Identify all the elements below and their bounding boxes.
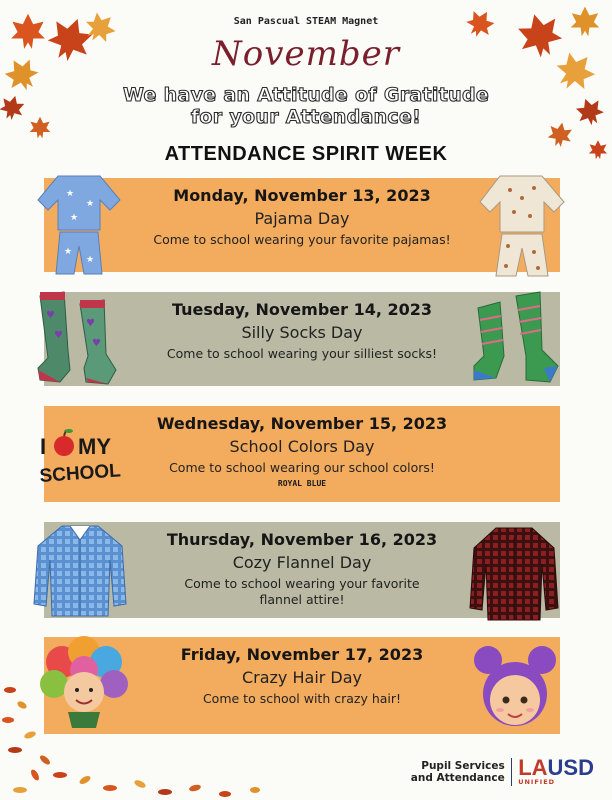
apple-icon: [54, 429, 74, 456]
day-theme: Crazy Hair Day: [241, 668, 363, 687]
day-description-line-1: Come to school wearing your favorite: [184, 576, 420, 591]
logo-la: LA: [518, 755, 548, 780]
logo-usd: USD: [547, 755, 594, 780]
blue-flannel-shirt-icon: [30, 520, 130, 620]
day-description: Come to school with crazy hair!: [202, 691, 402, 706]
lausd-footer-logo: [410, 755, 594, 786]
page-title: ATTENDANCE SPIRIT WEEK: [164, 143, 448, 165]
dept-line-2: and Attendance: [410, 772, 505, 784]
day-theme: Silly Socks Day: [241, 323, 363, 342]
striped-socks-icon: [470, 286, 566, 388]
dept-line-1: Pupil Services: [421, 760, 505, 772]
day-theme: School Colors Day: [229, 437, 375, 456]
red-flannel-shirt-icon: [466, 524, 562, 624]
svg-text:★: ★: [64, 247, 73, 257]
school-color-note: ROYAL BLUE: [277, 479, 327, 488]
slogan-line-1: We have an Attitude of Gratitude: [122, 84, 490, 106]
svg-text:★: ★: [66, 189, 75, 199]
rainbow-clown-wig-icon: [40, 632, 130, 732]
polka-dot-pajamas-icon: [476, 172, 568, 280]
school-name: San Pascual STEAM Magnet: [233, 16, 379, 27]
sign-letter-i: I: [40, 434, 47, 459]
girl-purple-hair-icon: [468, 638, 562, 738]
day-theme: Cozy Flannel Day: [232, 553, 372, 572]
lausd-logo: [518, 755, 594, 786]
logo-divider: [511, 758, 513, 786]
heart-socks-icon: [30, 288, 126, 388]
svg-text:♥: ♥: [86, 318, 95, 329]
i-love-my-school-sign: [36, 418, 136, 498]
day-description: Come to school wearing our school colors!: [169, 460, 435, 475]
maple-leaf-icon: [0, 5, 607, 159]
day-theme: Pajama Day: [254, 209, 350, 228]
svg-text:★: ★: [86, 255, 95, 265]
day-date: Wednesday, November 15, 2023: [156, 414, 448, 433]
svg-text:♥: ♥: [46, 310, 55, 321]
day-description: Come to school wearing your favorite pajamas!: [153, 232, 451, 247]
month-title: November: [212, 34, 400, 74]
day-description: Come to school wearing your silliest socks!: [166, 346, 438, 361]
slogan-line-2: for your Attendance!: [190, 106, 422, 128]
logo-unified: UNIFIED: [518, 778, 556, 786]
day-description-line-2: flannel attire!: [259, 592, 345, 607]
day-date: Monday, November 13, 2023: [173, 186, 431, 205]
day-date: Thursday, November 16, 2023: [166, 530, 438, 549]
sign-word-school: SCHOOL: [38, 460, 122, 487]
svg-text:★: ★: [70, 213, 79, 223]
svg-text:★: ★: [86, 199, 95, 209]
blue-pajamas-icon: [36, 172, 122, 278]
day-date: Tuesday, November 14, 2023: [171, 300, 433, 319]
svg-text:♥: ♥: [92, 338, 101, 349]
svg-text:♥: ♥: [54, 330, 63, 341]
sign-word-my: MY: [78, 434, 111, 459]
day-date: Friday, November 17, 2023: [180, 645, 424, 664]
pupil-services-label: [411, 760, 505, 784]
